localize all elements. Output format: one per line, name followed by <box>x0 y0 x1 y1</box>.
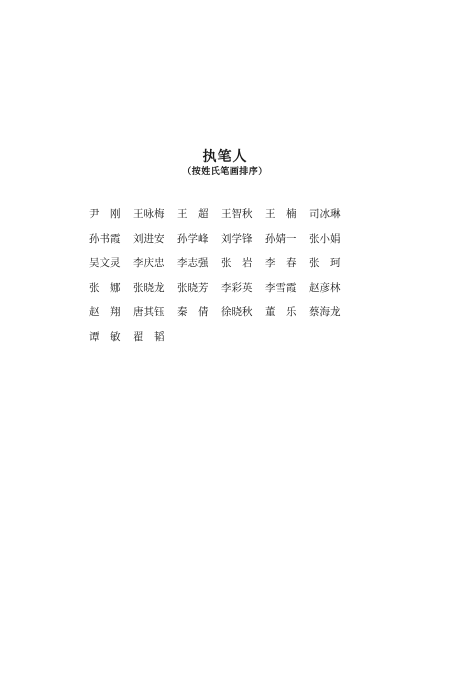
author-name: 秦 倩 <box>177 306 209 318</box>
author-name: 孙学峰 <box>177 232 209 245</box>
author-name: 王咏梅 <box>133 208 165 220</box>
page-subtitle: （按姓氏笔画排序） <box>182 167 268 177</box>
author-name: 谭 敏 <box>89 330 121 343</box>
author-name: 孙婧一 <box>265 232 297 245</box>
author-name: 尹 刚 <box>89 208 121 220</box>
author-name: 王 超 <box>177 208 209 220</box>
author-name: 张 岩 <box>221 257 253 269</box>
author-name: 孙书霞 <box>89 232 121 245</box>
author-name: 张晓龙 <box>133 281 165 294</box>
author-name: 李彩英 <box>221 281 253 294</box>
author-name: 赵彦林 <box>309 281 341 294</box>
author-name: 司冰琳 <box>309 208 341 220</box>
author-name: 李庆忠 <box>133 257 165 269</box>
author-name: 王智秋 <box>221 208 253 220</box>
author-name: 李 春 <box>265 257 297 269</box>
author-name: 赵 翔 <box>89 306 121 318</box>
author-name: 李志强 <box>177 257 209 269</box>
author-name: 李雪霞 <box>265 281 297 294</box>
author-name: 张小娟 <box>309 232 341 245</box>
author-name: 刘进安 <box>133 232 165 245</box>
author-name: 张 珂 <box>309 257 341 269</box>
author-name: 张晓芳 <box>177 281 209 294</box>
author-name: 吴文灵 <box>89 257 121 269</box>
author-names-list <box>89 206 353 353</box>
author-name: 蔡海龙 <box>309 306 341 318</box>
author-name: 董 乐 <box>265 306 297 318</box>
author-name: 张 娜 <box>89 281 121 294</box>
author-name: 徐晓秋 <box>221 306 253 318</box>
author-name: 唐其钰 <box>133 306 165 318</box>
author-name: 刘学锋 <box>221 232 253 245</box>
author-name: 王 楠 <box>265 208 297 220</box>
author-name: 翟 韬 <box>133 330 165 343</box>
page-title: 执笔人 <box>202 149 248 165</box>
